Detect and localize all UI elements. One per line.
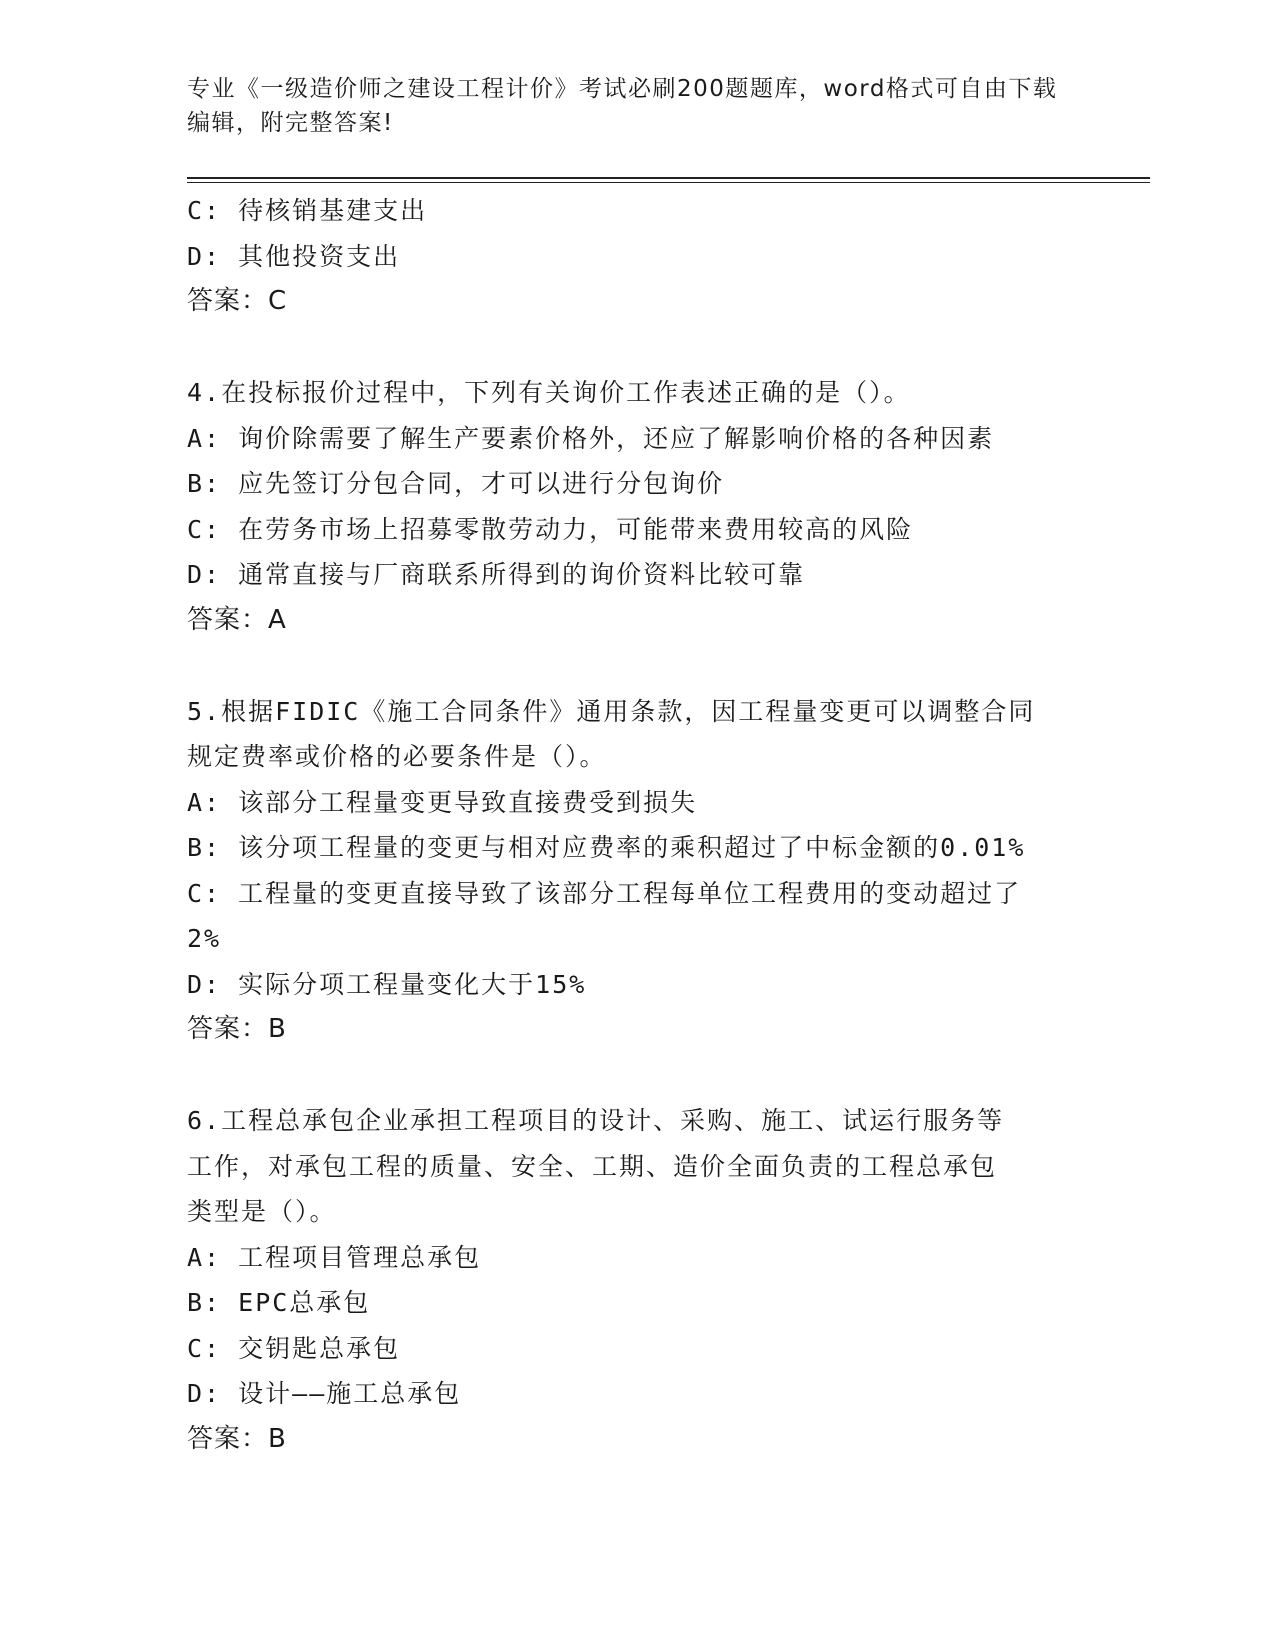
option-c: C: 交钥匙总承包 [187, 1333, 401, 1363]
option-d: D: 设计——施工总承包 [187, 1379, 462, 1408]
question-list [187, 188, 1087, 1462]
header-divider-thin [187, 182, 1150, 183]
answer-label: 答案：A [187, 604, 287, 635]
question-stem-line-2: 规定费率或价格的必要条件是（）。 [187, 742, 607, 771]
question-6 [187, 1098, 1087, 1462]
question-4 [187, 370, 1087, 643]
option-c: C: 待核销基建支出 [187, 196, 428, 225]
page-header [187, 72, 1087, 140]
option-c: C: 在劳务市场上招募零散劳动力，可能带来费用较高的风险 [187, 514, 914, 544]
option-d: D: 实际分项工程量变化大于15% [187, 969, 587, 999]
option-a: A: 该部分工程量变更导致直接费受到损失 [187, 787, 698, 817]
question-stem-line-1: 6.工程总承包企业承担工程项目的设计、采购、施工、试运行服务等 [187, 1106, 1005, 1135]
question-stem: 4.在投标报价过程中，下列有关询价工作表述正确的是（）。 [187, 378, 911, 407]
header-divider-thick [187, 177, 1150, 179]
option-a: A: 询价除需要了解生产要素价格外，还应了解影响价格的各种因素 [187, 423, 995, 453]
question-stem-line-1: 5.根据FIDIC《施工合同条件》通用条款，因工程量变更可以调整合同 [187, 696, 1036, 726]
answer-label: 答案：C [187, 286, 288, 316]
option-a: A: 工程项目管理总承包 [187, 1242, 482, 1272]
spacer [187, 325, 1087, 371]
option-c-line-2: 2% [187, 924, 222, 953]
answer-label: 答案：B [187, 1014, 287, 1044]
question-5 [187, 689, 1087, 1053]
option-c-line-1: C: 工程量的变更直接导致了该部分工程每单位工程费用的变动超过了 [187, 878, 1022, 908]
question-stem-line-2: 工作，对承包工程的质量、安全、工期、造价全面负责的工程总承包 [187, 1151, 998, 1181]
spacer [187, 643, 1087, 689]
option-d: D: 其他投资支出 [187, 241, 401, 271]
spacer [187, 1053, 1087, 1099]
option-b: B: 应先签订分包合同，才可以进行分包询价 [187, 469, 725, 498]
option-b: B: 该分项工程量的变更与相对应费率的乘积超过了中标金额的0.01% [187, 833, 1026, 862]
question-stem-line-3: 类型是（）。 [187, 1197, 337, 1226]
option-b: B: EPC总承包 [187, 1288, 371, 1317]
answer-label: 答案：B [187, 1423, 287, 1454]
header-title-line-2: 编辑，附完整答案! [187, 110, 394, 136]
question-3-tail [187, 188, 1087, 325]
option-d: D: 通常直接与厂商联系所得到的询价资料比较可靠 [187, 560, 806, 589]
header-title-line-1: 专业《一级造价师之建设工程计价》考试必刷200题题库，word格式可自由下载 [187, 76, 1058, 102]
